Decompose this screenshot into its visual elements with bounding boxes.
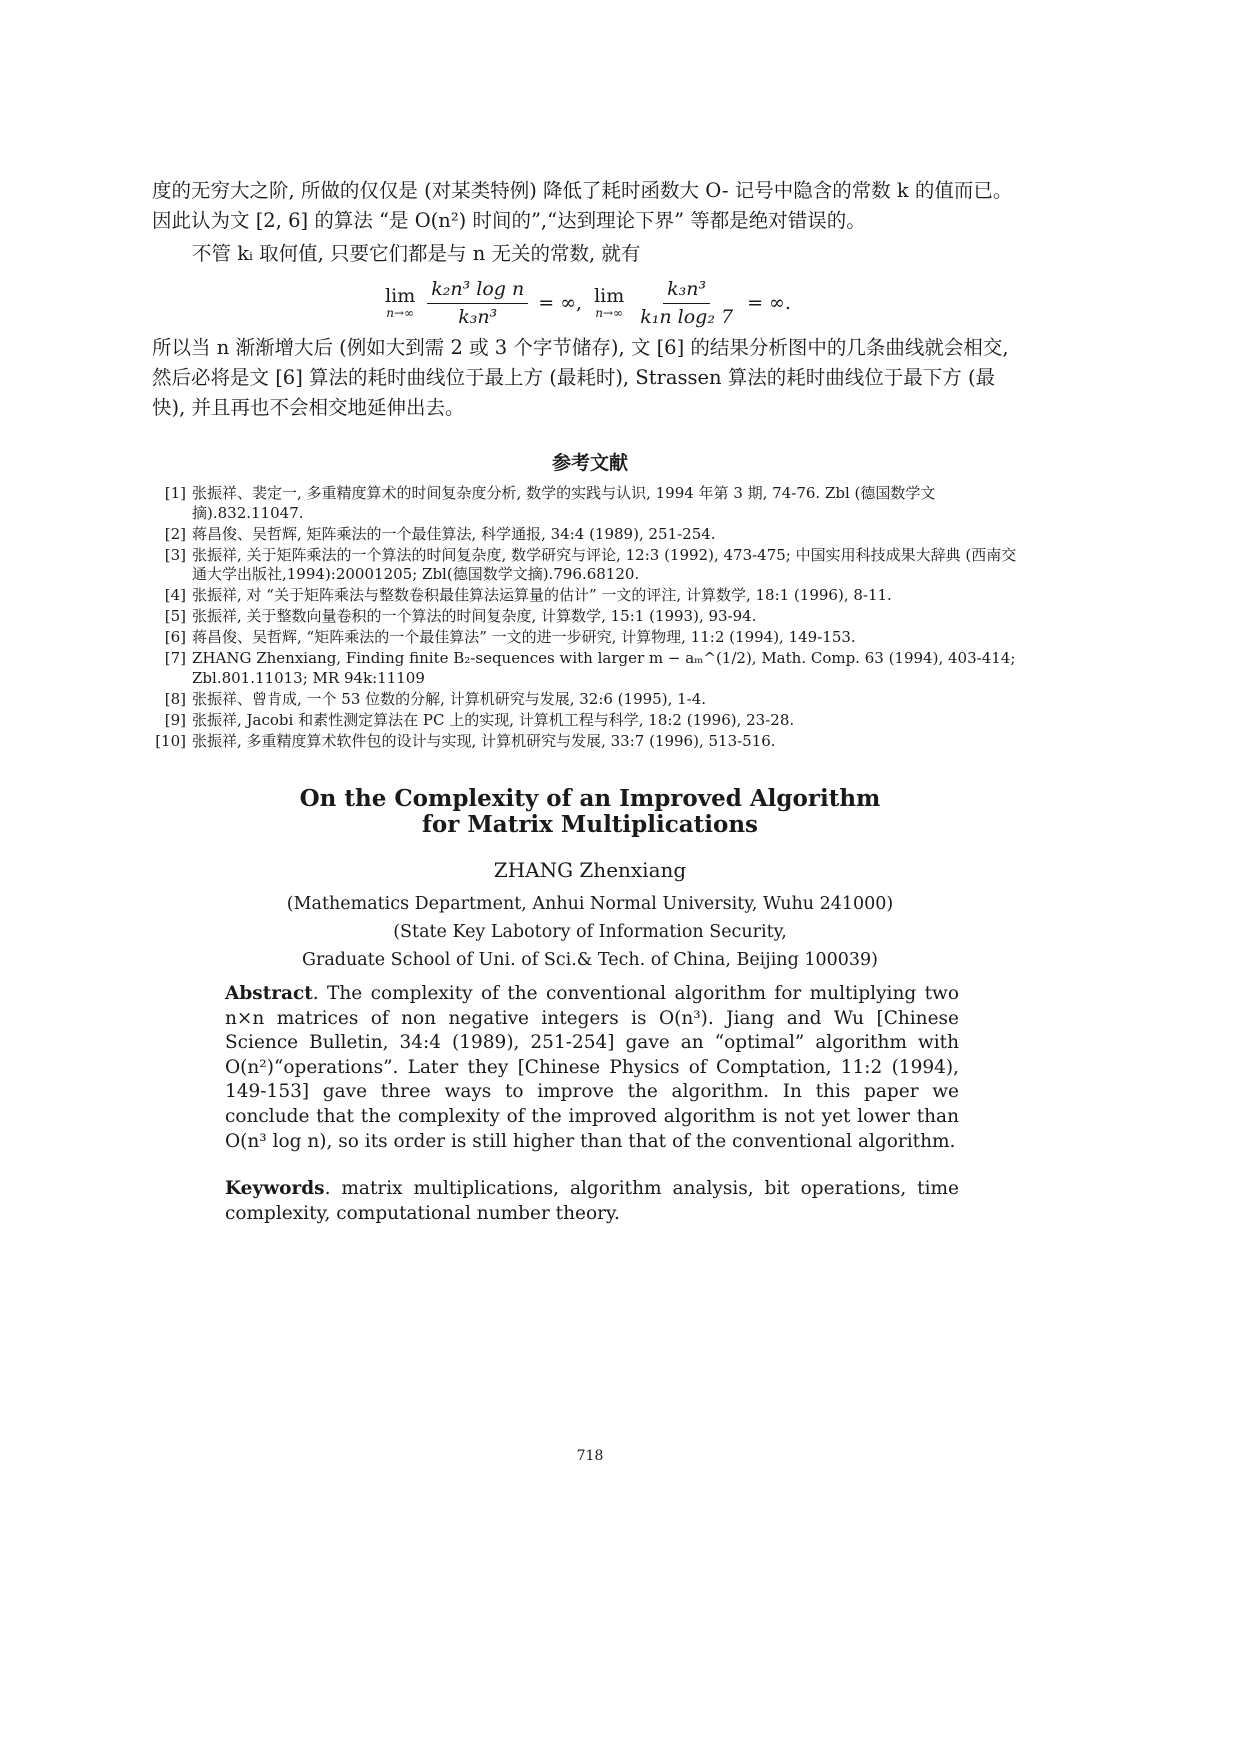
- reference-number: [5]: [164, 607, 186, 625]
- keywords-label: Keywords: [225, 1178, 325, 1199]
- reference-text: ZHANG Zhenxiang, Finding finite B₂-sequences with larger m − aₘ^(1/2), Math. Comp. 63 (1994), 403-414; Zbl.801.11013; MR 94k:11109: [192, 649, 1016, 687]
- equation-relation: = ∞,: [538, 292, 583, 314]
- abstract-text: . The complexity of the conventional algorithm for multiplying two n×n matrices of non negative integers is O(n³). Jiang and Wu [Chinese Science Bulletin, 34:4 (1989), 251-254] gave an “optimal” algorithm with O(n²)“operations”. Later they [Chinese Physics of Comptation, 11:2 (1994), 149-153] gave three ways to improve the algorithm. In this paper we conclude that the complexity of the improved algorithm is not yet lower than O(n³ log n), so its order is still higher than that of the conventional algorithm.: [225, 983, 959, 1152]
- reference-number: [4]: [164, 586, 186, 604]
- reference-item: [150, 649, 1030, 688]
- affiliation-line: (State Key Labotory of Information Security,: [393, 922, 787, 942]
- reference-item: [150, 586, 1030, 606]
- reference-item: [150, 484, 1030, 523]
- paper-title: [152, 786, 1028, 838]
- reference-number: [8]: [164, 689, 186, 708]
- reference-text: 张振祥, 关于矩阵乘法的一个算法的时间复杂度, 数学研究与评论, 12:3 (1992), 473-475; 中国实用科技成果大辞典 (西南交通大学出版社,1994):20001205; Zbl(德国数学文摘).796.68120.: [192, 545, 1017, 583]
- limit-symbol: lim: [385, 284, 416, 307]
- reference-number: [2]: [164, 524, 186, 543]
- reference-number: [1]: [164, 484, 186, 502]
- reference-number: [9]: [164, 710, 186, 729]
- page-number: 718: [576, 1448, 604, 1464]
- limit-symbol: lim: [594, 284, 625, 307]
- equation-relation: = ∞.: [747, 292, 791, 314]
- reference-text: 张振祥, Jacobi 和素性测定算法在 PC 上的实现, 计算机工程与科学, 18:2 (1996), 23-28.: [192, 710, 795, 729]
- limit-subscript: n→∞: [595, 305, 624, 320]
- body-paragraph-3: 所以当 n 渐渐增大后 (例如大到需 2 或 3 个字节储存), 文 [6] 的结果分析图中的几条曲线就会相交, 然后必将是文 [6] 算法的耗时曲线位于最上方 (最耗时), Strassen 算法的耗时曲线位于最下方 (最快), 并且再也不会相交地延伸出去。: [152, 336, 1009, 419]
- keywords: [225, 1177, 959, 1226]
- reference-text: 张振祥, 对 “关于矩阵乘法与整数卷积最佳算法运算量的估计” 一文的评注, 计算数学, 18:1 (1996), 8-11.: [192, 586, 892, 604]
- reference-number: [7]: [164, 649, 186, 667]
- reference-number: [3]: [164, 545, 186, 564]
- affiliation-block: [152, 890, 1028, 974]
- fraction-denominator: k₃n³: [458, 305, 498, 328]
- limit-subscript: n→∞: [386, 305, 415, 320]
- reference-text: 蒋昌俊、吴哲辉, 矩阵乘法的一个最佳算法, 科学通报, 34:4 (1989), 251-254.: [192, 524, 716, 543]
- reference-text: 张振祥, 关于整数向量卷积的一个算法的时间复杂度, 计算数学, 15:1 (1993), 93-94.: [192, 607, 757, 625]
- fraction-2: [636, 278, 737, 329]
- keywords-text: . matrix multiplications, algorithm analysis, bit operations, time complexity, computational number theory.: [225, 1178, 959, 1224]
- references-heading: 参考文献: [551, 452, 628, 474]
- reference-item: [150, 628, 1030, 648]
- author-name: ZHANG Zhenxiang: [493, 858, 687, 882]
- abstract-label: Abstract: [225, 983, 313, 1004]
- reference-item: [150, 607, 1030, 627]
- limit-operator-1: [385, 286, 415, 320]
- title-line-2: for Matrix Multiplications: [421, 811, 759, 838]
- reference-number: [6]: [164, 628, 186, 646]
- limit-equation: [152, 272, 1028, 334]
- fraction-numerator: k₃n³: [663, 278, 710, 304]
- fraction-numerator: k₂n³ log n: [427, 278, 528, 304]
- reference-item: [150, 525, 1030, 545]
- body-paragraph-1: 度的无穷大之阶, 所做的仅仅是 (对某类特例) 降低了耗时函数大 O- 记号中隐含的常数 k 的值而已。因此认为文 [2, 6] 的算法 “是 O(n²) 时间的”,“达到理论下界” 等都是绝对错误的。: [152, 179, 1013, 232]
- reference-text: 张振祥, 多重精度算术软件包的设计与实现, 计算机研究与发展, 33:7 (1996), 513-516.: [192, 731, 776, 750]
- reference-item: [150, 732, 1030, 752]
- reference-item: [150, 711, 1030, 731]
- fraction-1: [427, 278, 528, 329]
- reference-list: [150, 484, 1030, 753]
- reference-text: 张振祥、曾肯成, 一个 53 位数的分解, 计算机研究与发展, 32:6 (1995), 1-4.: [192, 689, 707, 708]
- limit-operator-2: [594, 286, 624, 320]
- abstract: [225, 982, 959, 1154]
- fraction-denominator: k₁n log₂ 7: [640, 305, 734, 328]
- affiliation-line: Graduate School of Uni. of Sci.& Tech. of China, Beijing 100039): [302, 950, 878, 970]
- reference-item: [150, 690, 1030, 710]
- affiliation-line: (Mathematics Department, Anhui Normal University, Wuhu 241000): [286, 894, 894, 914]
- body-paragraph-2: 不管 kᵢ 取何值, 只要它们都是与 n 无关的常数, 就有: [192, 242, 641, 265]
- reference-number: [10]: [155, 731, 186, 750]
- reference-item: [150, 546, 1030, 585]
- reference-text: 张振祥、裴定一, 多重精度算术的时间复杂度分析, 数学的实践与认识, 1994 年第 3 期, 74-76. Zbl (德国数学文摘).832.11047.: [192, 484, 936, 522]
- title-line-1: On the Complexity of an Improved Algorithm: [299, 785, 881, 812]
- reference-text: 蒋昌俊、吴哲辉, “矩阵乘法的一个最佳算法” 一文的进一步研究, 计算物理, 11:2 (1994), 149-153.: [192, 628, 856, 646]
